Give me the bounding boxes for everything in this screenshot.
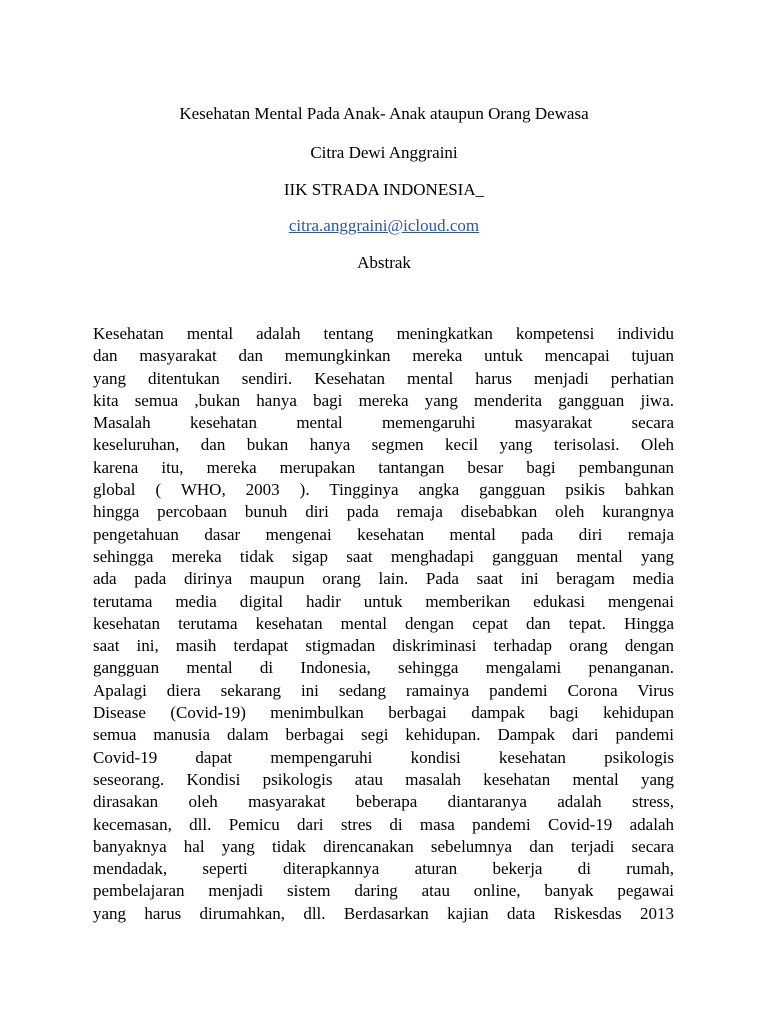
body-line: yang ditentukan sendiri. Kesehatan mental harus menjadi perhatian <box>93 368 674 388</box>
body-line: hingga percobaan bunuh diri pada remaja disebabkan oleh kurangnya <box>93 502 674 522</box>
body-line: gangguan mental di Indonesia, sehingga mengalami penanganan. <box>93 658 674 678</box>
body-line: Kesehatan mental adalah tentang meningkatkan kompetensi individu <box>93 324 674 343</box>
body-line: sehingga mereka tidak sigap saat menghadapi gangguan mental yang <box>93 546 674 566</box>
body-line: ada pada dirinya maupun orang lain. Pada saat ini beragam media <box>93 569 674 589</box>
body-line: kita semua ,bukan hanya bagi mereka yang menderita gangguan jiwa. <box>93 390 674 410</box>
body-line: pengetahuan dasar mengenai kesehatan mental pada diri remaja <box>93 524 674 544</box>
body-line: seseorang. Kondisi psikologis atau masalah kesehatan mental yang <box>93 769 674 789</box>
body-line: karena itu, mereka merupakan tantangan besar bagi pembangunan <box>93 457 674 477</box>
author-name: Citra Dewi Anggraini <box>310 143 458 162</box>
body-line: Disease (Covid-19) menimbulkan berbagai dampak bagi kehidupan <box>93 703 674 723</box>
email-link[interactable] <box>0 216 768 236</box>
paper-title: Kesehatan Mental Pada Anak- Anak ataupun Orang Dewasa <box>179 104 589 123</box>
body-line: semua manusia dalam berbagai segi kehidupan. Dampak dari pandemi <box>93 725 674 745</box>
body-line: pembelajaran menjadi sistem daring atau online, banyak pegawai <box>93 881 674 901</box>
body-line: saat ini, masih terdapat stigmadan diskriminasi terhadap orang dengan <box>93 636 674 656</box>
email-link-text[interactable]: citra.anggraini@icloud.com <box>288 216 480 235</box>
body-line: Apalagi diera sekarang ini sedang ramainya pandemi Corona Virus <box>93 680 674 700</box>
body-line: kesehatan terutama kesehatan mental dengan cepat dan tepat. Hingga <box>93 613 674 633</box>
body-line: terutama media digital hadir untuk memberikan edukasi mengenai <box>93 591 674 611</box>
body-line: dan masyarakat dan memungkinkan mereka untuk mencapai tujuan <box>93 346 674 366</box>
abstract-heading: Abstrak <box>357 253 411 272</box>
body-line: yang harus dirumahkan, dll. Berdasarkan kajian data Riskesdas 2013 <box>93 903 674 923</box>
affiliation: IIK STRADA INDONESIA_ <box>283 180 485 199</box>
body-line: Masalah kesehatan mental memengaruhi masyarakat secara <box>93 413 674 433</box>
body-line: mendadak, seperti diterapkannya aturan bekerja di rumah, <box>93 859 674 879</box>
body-line: global ( WHO, 2003 ). Tingginya angka gangguan psikis bahkan <box>93 480 674 500</box>
body-line: dirasakan oleh masyarakat beberapa diantaranya adalah stress, <box>93 792 674 812</box>
body-line: banyaknya hal yang tidak direncanakan sebelumnya dan terjadi secara <box>93 836 674 856</box>
body-line: kecemasan, dll. Pemicu dari stres di masa pandemi Covid-19 adalah <box>93 814 674 834</box>
body-line: keseluruhan, dan bukan hanya segmen kecil yang terisolasi. Oleh <box>93 435 674 455</box>
abstract-body <box>93 323 674 925</box>
body-line: Covid-19 dapat mempengaruhi kondisi kesehatan psikologis <box>93 747 674 767</box>
